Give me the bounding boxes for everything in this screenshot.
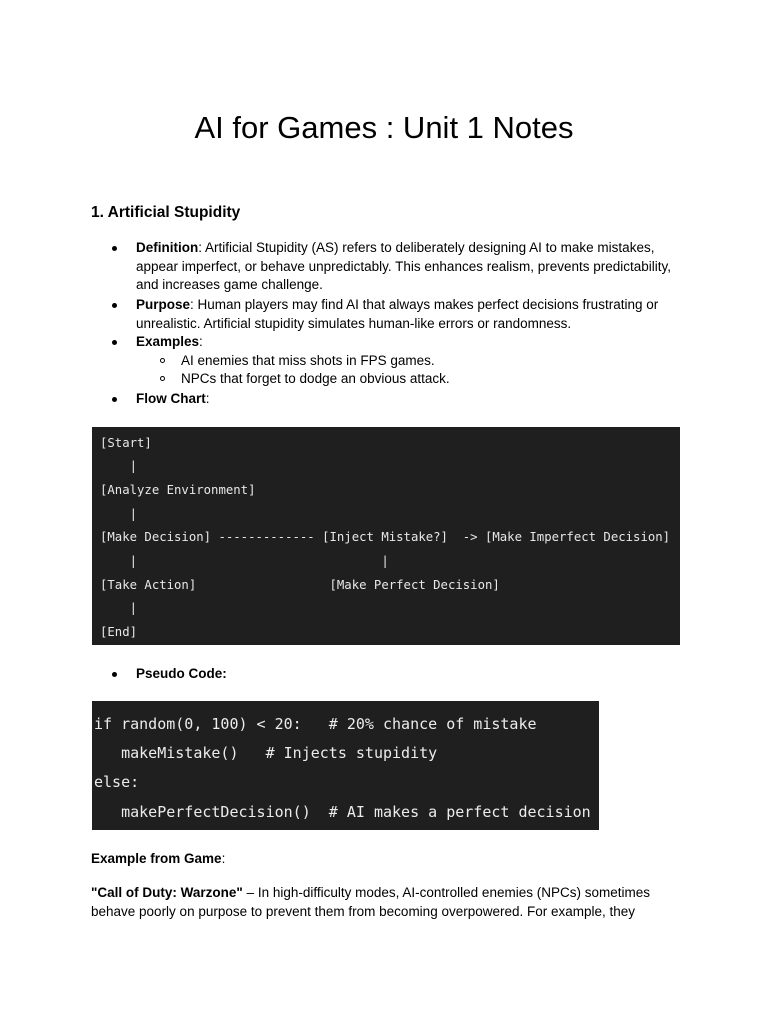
example-from-game-label: Example from Game:	[91, 851, 226, 866]
flow-chart-line: [End]	[100, 625, 138, 639]
pseudo-code-line: makePerfectDecision() # AI makes a perfect decision	[94, 803, 591, 821]
game-description: – In high-difficulty modes, AI-controlled enemies (NPCs) sometimes behave poorly on purpose to prevent them from becoming overpowered. For example, they	[91, 885, 650, 919]
bullet-text: :	[205, 391, 210, 406]
example-item	[160, 370, 660, 389]
bullet-text: : Artificial Stupidity (AS) refers to deliberately designing AI to make mistakes, appear imperfect, or behave unpredictably. This enhances realism, prevents predictability, and increases game challenge.	[136, 240, 672, 293]
example-item	[160, 352, 660, 371]
bullet-purpose	[116, 296, 676, 333]
pseudo-code-line: if random(0, 100) < 20: # 20% chance of mistake	[94, 715, 537, 733]
bullet-text: :	[199, 334, 203, 349]
game-name: "Call of Duty: Warzone"	[91, 885, 243, 900]
bullet-pseudo-code	[116, 665, 676, 684]
bullet-label: Pseudo Code:	[136, 666, 227, 681]
section-heading: 1. Artificial Stupidity	[91, 204, 241, 221]
bullet-label: Examples	[136, 334, 200, 349]
example-text: AI enemies that miss shots in FPS games.	[181, 353, 435, 368]
pseudo-code-line: else:	[94, 773, 140, 791]
flow-chart-line: [Make Decision] ------------- [Inject Mistake?] -> [Make Imperfect Decision]	[100, 530, 671, 544]
flow-chart-line: | |	[100, 554, 389, 568]
bullet-dot	[112, 246, 117, 251]
bullet-text: : Human players may find AI that always makes perfect decisions frustrating or unrealistic. Artificial stupidity simulates human-like errors or randomness.	[136, 297, 659, 331]
flow-chart-line: |	[100, 601, 138, 615]
bullet-definition	[116, 239, 676, 295]
bullet-label: Flow Chart	[136, 391, 206, 406]
flow-chart-image	[92, 427, 680, 645]
page-title: AI for Games : Unit 1 Notes	[194, 110, 574, 145]
sub-bullet-circle	[160, 376, 165, 381]
example-text: NPCs that forget to dodge an obvious attack.	[181, 371, 450, 386]
bullet-dot	[112, 340, 117, 345]
bullet-dot	[112, 672, 117, 677]
flow-chart-line: |	[100, 507, 138, 521]
pseudo-code-line: makeMistake() # Injects stupidity	[94, 744, 438, 762]
bullet-dot	[112, 303, 117, 308]
bullet-label: Purpose	[136, 297, 191, 312]
flow-chart-line: [Start]	[100, 436, 152, 450]
bullet-label: Definition	[136, 240, 199, 255]
flow-chart-line: |	[100, 459, 138, 473]
bullet-examples	[116, 333, 676, 352]
pseudo-code-image	[92, 701, 599, 830]
flow-chart-line: [Take Action] [Make Perfect Decision]	[100, 578, 500, 592]
bullet-flow-chart	[116, 390, 676, 409]
bullet-dot	[112, 397, 117, 402]
game-example-paragraph	[91, 884, 681, 921]
flow-chart-line: [Analyze Environment]	[100, 483, 256, 497]
sub-bullet-circle	[160, 358, 165, 363]
